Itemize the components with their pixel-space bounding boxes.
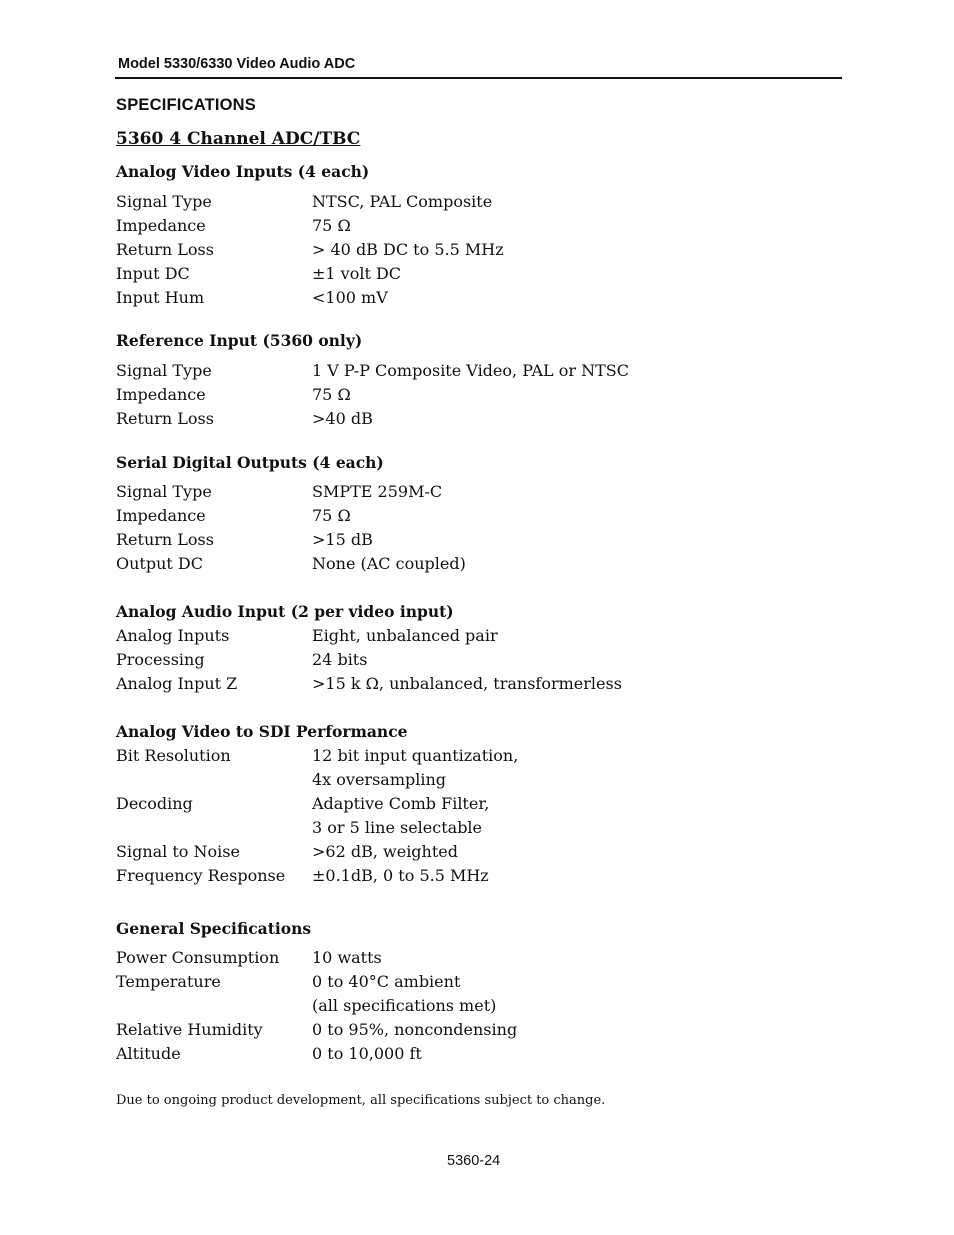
spec-label: Input Hum: [116, 288, 205, 307]
spec-row: [116, 946, 517, 970]
spec-row: [116, 816, 518, 840]
section-analog-video-inputs: [116, 160, 504, 310]
spec-label: Impedance: [116, 506, 206, 525]
spec-value: SMPTE 259M-C: [312, 482, 443, 501]
spec-value: 3 or 5 line selectable: [312, 818, 483, 837]
spec-value: <100 mV: [312, 288, 388, 307]
spec-row: [116, 672, 622, 696]
section-video-to-sdi-performance: [116, 720, 518, 888]
spec-row: [116, 214, 504, 238]
spec-row: [116, 359, 629, 383]
spec-row: [116, 528, 466, 552]
spec-row: [116, 744, 518, 768]
section-title: Serial Digital Outputs (4 each): [116, 453, 384, 472]
spec-value: 0 to 10,000 ft: [312, 1044, 422, 1063]
footnote: Due to ongoing product development, all specifications subject to change.: [116, 1093, 606, 1108]
spec-value: 0 to 95%, noncondensing: [312, 1020, 518, 1039]
spec-value: >15 dB: [312, 530, 373, 549]
spec-row: [116, 1042, 517, 1066]
spec-value: 12 bit input quantization,: [312, 746, 519, 765]
spec-label: [116, 816, 312, 840]
spec-row: [116, 190, 504, 214]
spec-row: [116, 238, 504, 262]
spec-row: [116, 262, 504, 286]
spec-row: [116, 648, 622, 672]
header-divider: [115, 77, 842, 79]
spec-value: None (AC coupled): [312, 554, 466, 573]
spec-label: Analog Input Z: [116, 674, 238, 693]
section-serial-digital-outputs: [116, 451, 466, 576]
spec-label: Signal to Noise: [116, 842, 240, 861]
spec-value: 1 V P-P Composite Video, PAL or NTSC: [312, 361, 629, 380]
spec-label: Relative Humidity: [116, 1020, 263, 1039]
section-title: General Specifications: [116, 919, 312, 938]
section-title: Analog Video to SDI Performance: [116, 722, 408, 741]
spec-label: Input DC: [116, 264, 190, 283]
spec-label: Bit Resolution: [116, 746, 231, 765]
spec-label: Temperature: [116, 972, 221, 991]
section-title: Reference Input (5360 only): [116, 331, 363, 350]
spec-value: Adaptive Comb Filter,: [312, 794, 490, 813]
spec-value: 10 watts: [312, 948, 382, 967]
spec-value: (all specifications met): [312, 996, 497, 1015]
spec-row: [116, 768, 518, 792]
section-title: Analog Video Inputs (4 each): [116, 162, 370, 181]
spec-value: 0 to 40°C ambient: [312, 972, 461, 991]
spec-value: 4x oversampling: [312, 770, 447, 789]
spec-row: [116, 407, 629, 431]
spec-value: >62 dB, weighted: [312, 842, 458, 861]
spec-value: > 40 dB DC to 5.5 MHz: [312, 240, 504, 259]
spec-row: [116, 383, 629, 407]
spec-value: 75 Ω: [312, 506, 351, 525]
spec-value: NTSC, PAL Composite: [312, 192, 493, 211]
section-title: Analog Audio Input (2 per video input): [116, 602, 454, 621]
spec-row: [116, 286, 504, 310]
spec-row: [116, 1018, 517, 1042]
spec-label: Return Loss: [116, 240, 214, 259]
spec-row: [116, 994, 517, 1018]
spec-label: [116, 994, 312, 1018]
spec-label: Altitude: [116, 1044, 181, 1063]
spec-value: >15 k Ω, unbalanced, transformerless: [312, 674, 622, 693]
section-analog-audio-input: [116, 600, 622, 696]
spec-label: Return Loss: [116, 409, 214, 428]
spec-label: Impedance: [116, 385, 206, 404]
spec-value: ±0.1dB, 0 to 5.5 MHz: [312, 866, 489, 885]
spec-row: [116, 480, 466, 504]
spec-label: Processing: [116, 650, 205, 669]
spec-value: ±1 volt DC: [312, 264, 402, 283]
spec-row: [116, 864, 518, 888]
section-reference-input: [116, 329, 629, 431]
page-header-title: Model 5330/6330 Video Audio ADC: [118, 56, 356, 72]
spec-label: Return Loss: [116, 530, 214, 549]
page-number: 5360-24: [447, 1153, 501, 1169]
spec-label: [116, 768, 312, 792]
spec-value: 24 bits: [312, 650, 368, 669]
spec-row: [116, 970, 517, 994]
spec-label: Signal Type: [116, 482, 212, 501]
specifications-heading: SPECIFICATIONS: [116, 96, 257, 114]
spec-row: [116, 624, 622, 648]
spec-row: [116, 792, 518, 816]
spec-value: >40 dB: [312, 409, 373, 428]
spec-row: [116, 840, 518, 864]
spec-label: Frequency Response: [116, 866, 286, 885]
spec-value: Eight, unbalanced pair: [312, 626, 498, 645]
model-heading: 5360 4 Channel ADC/TBC: [116, 129, 361, 149]
section-general-specifications: [116, 917, 517, 1066]
spec-value: 75 Ω: [312, 385, 351, 404]
spec-label: Signal Type: [116, 192, 212, 211]
spec-label: Output DC: [116, 554, 203, 573]
spec-value: 75 Ω: [312, 216, 351, 235]
spec-label: Decoding: [116, 794, 193, 813]
spec-row: [116, 504, 466, 528]
spec-label: Impedance: [116, 216, 206, 235]
spec-label: Signal Type: [116, 361, 212, 380]
spec-row: [116, 552, 466, 576]
spec-label: Power Consumption: [116, 948, 280, 967]
spec-label: Analog Inputs: [116, 626, 230, 645]
